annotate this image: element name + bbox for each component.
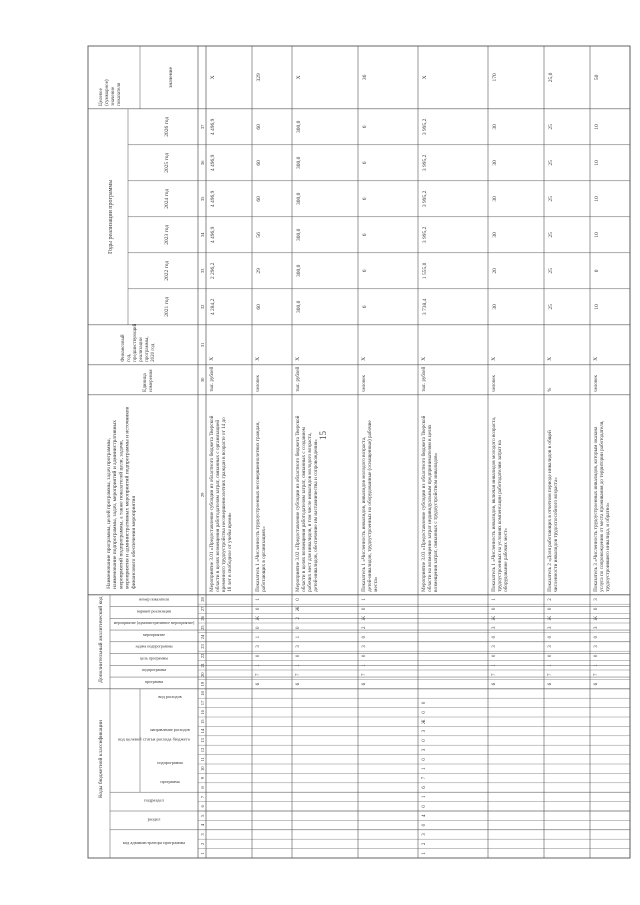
row-year-value: 6	[362, 125, 368, 129]
code-digit: 2	[296, 617, 301, 620]
row-unit: тыс. рублей	[422, 366, 427, 392]
row-year-value: 300,0	[296, 300, 302, 313]
row-fin: Х	[593, 356, 599, 361]
row-year-value: 6	[362, 233, 368, 237]
column-number: 20	[200, 672, 206, 677]
row-year-value: 10	[594, 160, 600, 166]
code-digit: 0	[256, 626, 261, 629]
row-year-value: 56	[256, 232, 262, 238]
row-year-value: 60	[256, 124, 262, 130]
code-digit: Ж	[296, 606, 301, 612]
code-digit: 0	[492, 654, 497, 658]
row-year-value: 3 995,2	[422, 154, 428, 172]
code-digit: 1	[492, 664, 497, 667]
row-fin: Х	[255, 356, 261, 361]
code-digit: 7	[362, 673, 367, 676]
row-unit: тыс. рублей	[296, 366, 301, 392]
header-analytic-sub: вариант реализации	[137, 608, 171, 614]
code-digit: 6	[548, 682, 553, 686]
code-digit: 0	[594, 635, 599, 639]
column-number: 2	[200, 842, 206, 846]
row-year-value: 25	[548, 232, 554, 238]
code-digit: 3	[594, 598, 599, 601]
code-digit: 0	[492, 635, 497, 639]
row-year-value: 25	[548, 196, 554, 202]
row-year-value: 3 738,4	[422, 298, 428, 316]
row-name: Показатель 1 «Численность трудоустроенных несовершеннолетних граждан,работающих в организациях»	[255, 421, 267, 592]
column-number: 12	[200, 747, 206, 753]
row-target: 25,0	[548, 72, 554, 83]
row-year-value: 300,0	[296, 192, 302, 205]
row-target: Х	[296, 75, 302, 80]
column-number: 22	[200, 653, 206, 659]
row-year-value: 6	[362, 197, 368, 201]
row-unit: человек	[362, 375, 367, 392]
code-digit: 3	[548, 626, 553, 629]
row-year-value: 25	[548, 268, 554, 274]
code-digit: 0	[296, 654, 301, 658]
code-digit: 0	[362, 607, 367, 611]
row-year-value: 1 555,0	[422, 262, 428, 280]
row-year-value: 60	[256, 304, 262, 310]
code-digit: 3	[548, 645, 553, 648]
header-year: 2023 год	[164, 224, 170, 245]
code-digit: 1	[296, 664, 301, 667]
header-year: 2026 год	[164, 116, 170, 137]
code-digit: 0	[296, 626, 301, 629]
code-digit: Ж	[594, 616, 599, 621]
code-digit: 2	[362, 626, 367, 629]
code-digit: 1	[362, 598, 367, 601]
column-number: 28	[200, 597, 206, 602]
row-year-value: 300,0	[296, 120, 302, 133]
code-digit: 4	[422, 814, 427, 817]
header-article-sub: программа	[160, 778, 180, 784]
row-year-value: 3 995,2	[422, 118, 428, 136]
code-digit: 7	[548, 673, 553, 676]
column-number: 29	[200, 492, 206, 498]
column-number: 23	[200, 644, 206, 649]
row-fin: Х	[209, 356, 215, 361]
row-target: 170	[492, 73, 498, 82]
code-digit: 6	[594, 682, 599, 686]
column-number: 31	[200, 342, 206, 348]
header-code-sub: код администратора программы	[122, 839, 186, 845]
row-unit: %	[548, 387, 553, 392]
code-digit: 0	[296, 598, 301, 601]
header-analytic-sub: мероприятие (административное мероприятие)	[113, 620, 195, 626]
column-number: 14	[200, 728, 206, 734]
row-name: Показатель 1 «Численность инвалидов, включая инвалидов молодого возраста,трудоустроенных на условиях компенсации работодателям затрат наоборудование рабочих мест»	[491, 416, 509, 592]
code-digit: 0	[548, 654, 553, 658]
column-number: 10	[200, 766, 206, 771]
row-year-value: 25	[548, 124, 554, 130]
code-digit: 6	[362, 682, 367, 686]
column-number: 16	[200, 710, 206, 715]
row-year-value: 3 995,2	[422, 226, 428, 244]
row-year-value: 10	[594, 232, 600, 238]
header-analytic-sub: номер показателя	[139, 596, 169, 602]
header-analytic-sub: подпрограмма	[141, 667, 167, 673]
column-number: 9	[200, 776, 206, 780]
row-unit: человек	[594, 375, 599, 392]
header-analytic-sub: мероприятие	[142, 631, 166, 637]
code-digit: 0	[422, 823, 427, 827]
row-unit: человек	[256, 375, 261, 392]
code-digit: 0	[256, 607, 261, 611]
code-digit: 6	[492, 682, 497, 686]
code-digit: 3	[422, 833, 427, 836]
header-article-sub: направление расходов	[150, 727, 190, 733]
code-digit: 3	[594, 626, 599, 629]
code-digit: 3	[362, 645, 367, 648]
code-digit: Ж	[548, 616, 553, 621]
code-digit: 7	[296, 673, 301, 676]
row-year-value: 20	[492, 268, 498, 274]
header-analytic-sub: программа	[144, 678, 164, 684]
header-name-col: Наименование программы, целей программы, задач программы,наименование подпрограммы, задач, мероприятий и административныхмероприятий подпрограммы, а также показателей цели, задачи,мероприятия и административных мероприятий подпрограммы и источниковфинансового обеспечения мероприятия	[106, 406, 137, 589]
column-number: 3	[200, 833, 206, 836]
code-digit: 1	[296, 635, 301, 639]
code-digit: Ж	[422, 719, 427, 724]
code-digit: 1	[256, 664, 261, 667]
header-analytic-code: Дополнительный аналитический код	[98, 596, 104, 683]
row-year-value: 4 284,2	[210, 298, 216, 316]
header-year: 2024 год	[164, 188, 170, 209]
code-digit: 1	[422, 852, 427, 855]
code-digit: 0	[548, 607, 553, 611]
code-digit: 1	[422, 795, 427, 799]
row-fin: Х	[295, 356, 301, 361]
row-year-value: 30	[492, 160, 498, 166]
code-digit: 0	[362, 635, 367, 639]
row-year-value: 30	[492, 196, 498, 202]
column-number: 15	[200, 719, 206, 724]
code-digit: 1	[422, 767, 427, 770]
column-number: 35	[200, 196, 206, 202]
row-year-value: 25	[548, 160, 554, 166]
row-name: Мероприятие 3.02 «Предоставление субсидии из областного бюджета Тверскойобласти в целях возмещения работодателям затрат, связанных с созданиемрабочих мест для инвалидов, в том числе инвалидов молодого возраста,детей-инвалидов, обеспечение им наставничества и сопровождения»	[295, 415, 319, 592]
column-number: 37	[200, 124, 206, 130]
column-number: 6	[200, 805, 206, 808]
code-digit: 0	[422, 739, 427, 742]
code-digit: 3	[492, 626, 497, 629]
code-digit: 2	[548, 598, 553, 601]
row-year-value: 4 496,9	[210, 154, 216, 172]
row-year-value: 10	[594, 196, 600, 202]
header-year: 2022 год	[164, 260, 170, 281]
code-digit: 1	[256, 598, 261, 601]
code-digit: 7	[256, 673, 261, 676]
column-number: 18	[200, 691, 206, 696]
column-number: 8	[200, 786, 206, 789]
row-unit: тыс. рублей	[210, 366, 215, 392]
row-year-value: 300,0	[296, 228, 302, 241]
row-year-value: 30	[492, 304, 498, 310]
column-number: 30	[200, 377, 206, 383]
row-year-value: 6	[362, 269, 368, 273]
row-fin: Х	[547, 356, 553, 361]
code-digit: 3	[422, 748, 427, 752]
code-digit: 3	[296, 645, 301, 648]
code-digit: 3	[422, 729, 427, 733]
code-digit: Ж	[256, 616, 261, 621]
row-year-value: 29	[256, 268, 262, 274]
row-target: 50	[594, 74, 600, 81]
row-year-value: 6	[362, 305, 368, 309]
page-number: 15	[318, 431, 328, 440]
row-unit: человек	[492, 375, 497, 392]
code-digit: 0	[422, 711, 427, 714]
code-digit: 0	[594, 654, 599, 658]
column-number: 26	[200, 616, 206, 621]
code-digit: 1	[492, 598, 497, 601]
code-digit: 1	[256, 635, 261, 639]
code-digit: 6	[422, 786, 427, 789]
code-digit: 1	[362, 664, 367, 667]
row-year-value: 4 496,9	[210, 226, 216, 244]
column-number: 27	[200, 606, 206, 612]
column-number: 1	[200, 852, 206, 855]
row-year-value: 30	[492, 124, 498, 130]
header-target-value: значение	[168, 66, 174, 88]
row-fin: Х	[361, 356, 367, 361]
header-article-sub: подпрограмма	[157, 760, 183, 765]
code-digit: 0	[492, 607, 497, 611]
row-year-value: 25	[548, 304, 554, 310]
header-target-group: Целевое(суммарное)значениепоказателя	[99, 79, 122, 106]
row-year-value: 6	[362, 161, 368, 165]
header-fin-col: Финансовыйгод,предшествующийреализациипрограммы,2020 год	[121, 323, 156, 362]
header-code-sub: раздел	[147, 816, 161, 822]
column-number: 21	[200, 663, 206, 668]
row-year-value: 60	[256, 160, 262, 166]
code-digit: 3	[256, 645, 261, 648]
code-digit: 2	[422, 842, 427, 846]
code-digit: 0	[594, 607, 599, 611]
row-fin: Х	[421, 356, 427, 361]
code-digit: 0	[422, 805, 427, 808]
row-fin: Х	[491, 356, 497, 361]
column-number: 25	[200, 625, 206, 630]
code-digit: 7	[594, 673, 599, 676]
column-number: 7	[200, 795, 206, 799]
row-year-value: 4 496,9	[210, 118, 216, 136]
row-year-value: 4 496,9	[210, 190, 216, 208]
row-year-value: 3 995,2	[422, 190, 428, 208]
row-name: Показатель 3 «Численность трудоустроенных инвалидов, которым оказанауслуга по сопровождению от места проживания до территории работодателя,трудоустроившего инвалида, и обратно»	[593, 420, 611, 592]
code-digit: 7	[492, 673, 497, 676]
code-digit: 3	[594, 645, 599, 648]
code-digit: 6	[296, 682, 301, 686]
column-number: 13	[200, 738, 206, 743]
row-name: Мероприятие 3.03 «Предоставление субсидии из областного бюджета Тверскойобласти на возмещение затрат индивидуальным предпринимателям в целяхвозмещения затрат, связанных с трудоустройством инвалидов»	[421, 415, 439, 592]
code-digit: Ж	[362, 616, 367, 621]
header-years-group: Годы реализации программы	[108, 179, 114, 254]
row-target: 36	[362, 74, 368, 81]
column-number: 11	[200, 757, 206, 762]
column-number: 34	[200, 232, 206, 238]
header-year: 2025 год	[164, 152, 170, 173]
column-number: 33	[200, 268, 206, 274]
row-year-value: 30	[492, 232, 498, 238]
row-target: Х	[422, 75, 428, 80]
row-year-value: 10	[594, 124, 600, 130]
column-number: 24	[200, 634, 206, 640]
row-name: Мероприятие 3.01 «Предоставление субсидии из областного бюджета Тверскойобласти в целях возмещения работодателям затрат, связанных с организациейвременного трудоустройства несовершеннолетних граждан в возрасте от 14 до18 лет в свободное от учебы время»	[209, 415, 233, 592]
code-digit: Ж	[492, 616, 497, 621]
row-year-value: 300,0	[296, 264, 302, 277]
code-digit: 0	[362, 654, 367, 658]
column-number: 4	[200, 823, 206, 827]
header-article-sub: вид расходов	[158, 694, 182, 700]
row-target: 329	[256, 73, 262, 82]
code-digit: 3	[492, 645, 497, 648]
header-budget-codes: Коды бюджетной классификации	[98, 720, 104, 798]
column-number: 36	[200, 160, 206, 166]
header-analytic-sub: задача подпрограммы	[135, 643, 173, 649]
column-number: 32	[200, 304, 206, 310]
header-code-sub: код целевой статьи расхода бюджета	[118, 736, 190, 742]
program-table	[88, 46, 630, 858]
code-digit: 1	[594, 664, 599, 667]
header-unit-col: Единицаизмерения	[143, 369, 154, 392]
row-target: Х	[210, 75, 216, 80]
row-name: Показатель 2 «Доля работающих в отчетном периоде инвалидов в общейчисленности инвалидов трудоспособного возраста»	[547, 430, 559, 592]
code-digit: 6	[256, 682, 261, 686]
row-year-value: 0	[594, 269, 600, 273]
row-year-value: 60	[256, 196, 262, 202]
code-digit: 1	[548, 664, 553, 667]
header-year: 2021 год	[164, 296, 170, 317]
header-code-sub: подраздел	[144, 797, 164, 803]
code-digit: 0	[256, 654, 261, 658]
code-digit: 0	[422, 758, 427, 761]
row-year-value: 300,0	[296, 156, 302, 169]
column-number: 5	[200, 814, 206, 817]
row-year-value: 2 296,2	[210, 262, 216, 280]
column-number: 19	[200, 681, 206, 687]
code-digit: 0	[548, 635, 553, 639]
row-name: Показатель 1 «Численность инвалидов, инвалидов молодого возраста,детей-инвалидов, трудоустроенных на оборудованные (оснащенные) рабочиеместа»	[361, 420, 379, 592]
column-number: 17	[200, 700, 206, 706]
code-digit: 0	[422, 701, 427, 705]
header-analytic-sub: цель программы	[139, 655, 169, 661]
row-year-value: 10	[594, 304, 600, 310]
code-digit: 7	[422, 776, 427, 780]
